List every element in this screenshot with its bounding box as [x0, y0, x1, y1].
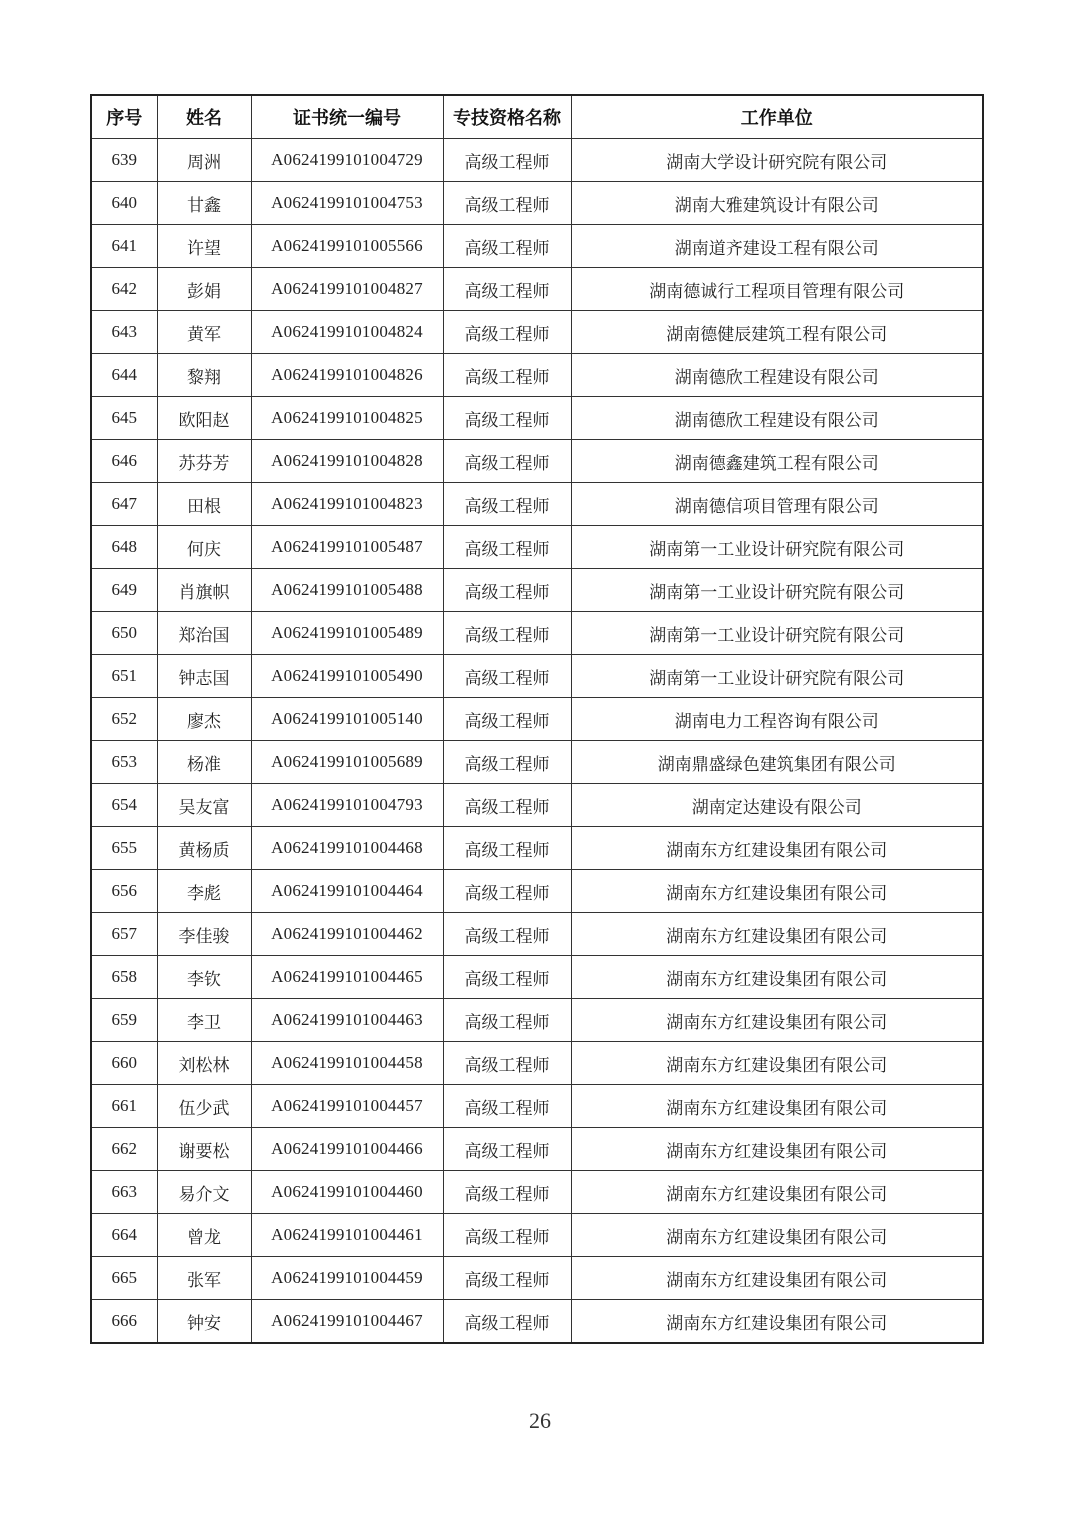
table-row: [91, 440, 983, 483]
table-row: [91, 655, 983, 698]
cell-cert-number: A0624199101004461: [251, 1214, 443, 1257]
cell-work-unit: 湖南东方红建设集团有限公司: [571, 1171, 983, 1214]
table-row: [91, 913, 983, 956]
cell-cert-number: A0624199101005488: [251, 569, 443, 612]
cell-work-unit: 湖南大雅建筑设计有限公司: [571, 182, 983, 225]
cell-cert-number: A0624199101004825: [251, 397, 443, 440]
cell-name: 苏芬芳: [157, 440, 251, 483]
cell-work-unit: 湖南东方红建设集团有限公司: [571, 1214, 983, 1257]
cell-work-unit: 湖南东方红建设集团有限公司: [571, 999, 983, 1042]
cell-qualification: 高级工程师: [443, 1085, 571, 1128]
cell-cert-number: A0624199101004753: [251, 182, 443, 225]
cell-qualification: 高级工程师: [443, 139, 571, 182]
cell-work-unit: 湖南大学设计研究院有限公司: [571, 139, 983, 182]
cell-work-unit: 湖南第一工业设计研究院有限公司: [571, 526, 983, 569]
cell-work-unit: 湖南东方红建设集团有限公司: [571, 1085, 983, 1128]
cell-qualification: 高级工程师: [443, 182, 571, 225]
cell-work-unit: 湖南东方红建设集团有限公司: [571, 870, 983, 913]
cell-seq: 644: [91, 354, 157, 397]
cell-name: 李钦: [157, 956, 251, 999]
cell-seq: 656: [91, 870, 157, 913]
cell-cert-number: A0624199101004824: [251, 311, 443, 354]
cell-qualification: 高级工程师: [443, 956, 571, 999]
header-row: [91, 95, 983, 139]
cell-cert-number: A0624199101005566: [251, 225, 443, 268]
cell-work-unit: 湖南东方红建设集团有限公司: [571, 956, 983, 999]
cell-name: 肖旗帜: [157, 569, 251, 612]
cell-work-unit: 湖南第一工业设计研究院有限公司: [571, 569, 983, 612]
cell-seq: 645: [91, 397, 157, 440]
cell-seq: 650: [91, 612, 157, 655]
cell-seq: 666: [91, 1300, 157, 1344]
table-header: [91, 95, 983, 139]
cell-seq: 653: [91, 741, 157, 784]
cell-qualification: 高级工程师: [443, 311, 571, 354]
table-row: [91, 1171, 983, 1214]
cell-name: 李佳骏: [157, 913, 251, 956]
cell-name: 李彪: [157, 870, 251, 913]
cell-qualification: 高级工程师: [443, 225, 571, 268]
cell-cert-number: A0624199101005487: [251, 526, 443, 569]
cell-cert-number: A0624199101004823: [251, 483, 443, 526]
cell-work-unit: 湖南道齐建设工程有限公司: [571, 225, 983, 268]
cell-cert-number: A0624199101004466: [251, 1128, 443, 1171]
cell-seq: 659: [91, 999, 157, 1042]
cell-seq: 652: [91, 698, 157, 741]
cell-name: 曾龙: [157, 1214, 251, 1257]
cell-cert-number: A0624199101004463: [251, 999, 443, 1042]
cell-work-unit: 湖南电力工程咨询有限公司: [571, 698, 983, 741]
table-row: [91, 741, 983, 784]
cell-name: 谢要松: [157, 1128, 251, 1171]
table-row: [91, 1085, 983, 1128]
cell-cert-number: A0624199101004729: [251, 139, 443, 182]
cell-cert-number: A0624199101004826: [251, 354, 443, 397]
cell-seq: 661: [91, 1085, 157, 1128]
cell-seq: 654: [91, 784, 157, 827]
cell-qualification: 高级工程师: [443, 999, 571, 1042]
cell-name: 杨准: [157, 741, 251, 784]
cell-qualification: 高级工程师: [443, 1300, 571, 1344]
cell-qualification: 高级工程师: [443, 526, 571, 569]
cell-name: 吴友富: [157, 784, 251, 827]
table-row: [91, 268, 983, 311]
cell-seq: 657: [91, 913, 157, 956]
cell-cert-number: A0624199101004465: [251, 956, 443, 999]
cell-work-unit: 湖南第一工业设计研究院有限公司: [571, 612, 983, 655]
cell-cert-number: A0624199101004459: [251, 1257, 443, 1300]
table-row: [91, 569, 983, 612]
header-qualification: 专技资格名称: [443, 95, 571, 139]
table-row: [91, 1300, 983, 1344]
cell-name: 周洲: [157, 139, 251, 182]
cell-qualification: 高级工程师: [443, 741, 571, 784]
cell-work-unit: 湖南德信项目管理有限公司: [571, 483, 983, 526]
cell-qualification: 高级工程师: [443, 1128, 571, 1171]
cell-cert-number: A0624199101005489: [251, 612, 443, 655]
cell-qualification: 高级工程师: [443, 913, 571, 956]
cell-work-unit: 湖南东方红建设集团有限公司: [571, 913, 983, 956]
cell-work-unit: 湖南第一工业设计研究院有限公司: [571, 655, 983, 698]
cell-qualification: 高级工程师: [443, 397, 571, 440]
cell-work-unit: 湖南东方红建设集团有限公司: [571, 1300, 983, 1344]
cell-name: 彭娟: [157, 268, 251, 311]
table-row: [91, 1128, 983, 1171]
cell-name: 黄军: [157, 311, 251, 354]
table-row: [91, 182, 983, 225]
cell-cert-number: A0624199101004468: [251, 827, 443, 870]
cell-seq: 640: [91, 182, 157, 225]
cell-work-unit: 湖南东方红建设集团有限公司: [571, 827, 983, 870]
cell-seq: 658: [91, 956, 157, 999]
cell-seq: 651: [91, 655, 157, 698]
table-row: [91, 526, 983, 569]
cell-name: 欧阳赵: [157, 397, 251, 440]
certificate-table-container: [90, 94, 982, 1344]
cell-work-unit: 湖南定达建设有限公司: [571, 784, 983, 827]
cell-cert-number: A0624199101004828: [251, 440, 443, 483]
cell-name: 甘鑫: [157, 182, 251, 225]
table-row: [91, 1257, 983, 1300]
cell-work-unit: 湖南德鑫建筑工程有限公司: [571, 440, 983, 483]
cell-name: 田根: [157, 483, 251, 526]
table-row: [91, 483, 983, 526]
cell-qualification: 高级工程师: [443, 483, 571, 526]
table-row: [91, 999, 983, 1042]
cell-seq: 665: [91, 1257, 157, 1300]
cell-seq: 660: [91, 1042, 157, 1085]
cell-qualification: 高级工程师: [443, 698, 571, 741]
table-row: [91, 827, 983, 870]
cell-seq: 663: [91, 1171, 157, 1214]
cell-qualification: 高级工程师: [443, 569, 571, 612]
table-row: [91, 870, 983, 913]
table-row: [91, 139, 983, 182]
cell-seq: 643: [91, 311, 157, 354]
cell-qualification: 高级工程师: [443, 1042, 571, 1085]
cell-cert-number: A0624199101004460: [251, 1171, 443, 1214]
cell-seq: 642: [91, 268, 157, 311]
cell-seq: 655: [91, 827, 157, 870]
cell-name: 郑治国: [157, 612, 251, 655]
cell-cert-number: A0624199101004827: [251, 268, 443, 311]
cell-name: 张军: [157, 1257, 251, 1300]
cell-name: 钟安: [157, 1300, 251, 1344]
cell-qualification: 高级工程师: [443, 827, 571, 870]
cell-work-unit: 湖南东方红建设集团有限公司: [571, 1128, 983, 1171]
cell-cert-number: A0624199101005689: [251, 741, 443, 784]
cell-seq: 646: [91, 440, 157, 483]
certificate-table: [90, 94, 984, 1344]
cell-qualification: 高级工程师: [443, 1214, 571, 1257]
cell-name: 黄杨质: [157, 827, 251, 870]
header-name: 姓名: [157, 95, 251, 139]
cell-qualification: 高级工程师: [443, 612, 571, 655]
cell-qualification: 高级工程师: [443, 1171, 571, 1214]
cell-work-unit: 湖南德诚行工程项目管理有限公司: [571, 268, 983, 311]
cell-name: 刘松林: [157, 1042, 251, 1085]
cell-qualification: 高级工程师: [443, 354, 571, 397]
cell-cert-number: A0624199101004457: [251, 1085, 443, 1128]
cell-name: 廖杰: [157, 698, 251, 741]
cell-seq: 641: [91, 225, 157, 268]
cell-work-unit: 湖南德欣工程建设有限公司: [571, 354, 983, 397]
cell-name: 李卫: [157, 999, 251, 1042]
cell-work-unit: 湖南东方红建设集团有限公司: [571, 1042, 983, 1085]
cell-seq: 662: [91, 1128, 157, 1171]
table-row: [91, 311, 983, 354]
cell-seq: 664: [91, 1214, 157, 1257]
page-number: 26: [529, 1408, 551, 1433]
table-row: [91, 1042, 983, 1085]
cell-name: 伍少武: [157, 1085, 251, 1128]
cell-work-unit: 湖南德欣工程建设有限公司: [571, 397, 983, 440]
table-row: [91, 354, 983, 397]
table-row: [91, 397, 983, 440]
table-row: [91, 225, 983, 268]
cell-name: 易介文: [157, 1171, 251, 1214]
cell-cert-number: A0624199101004793: [251, 784, 443, 827]
cell-qualification: 高级工程师: [443, 1257, 571, 1300]
cell-cert-number: A0624199101005140: [251, 698, 443, 741]
cell-seq: 649: [91, 569, 157, 612]
table-row: [91, 1214, 983, 1257]
cell-qualification: 高级工程师: [443, 440, 571, 483]
cell-qualification: 高级工程师: [443, 870, 571, 913]
table-row: [91, 784, 983, 827]
cell-cert-number: A0624199101005490: [251, 655, 443, 698]
header-seq: 序号: [91, 95, 157, 139]
table-row: [91, 698, 983, 741]
cell-seq: 647: [91, 483, 157, 526]
header-cert-number: 证书统一编号: [251, 95, 443, 139]
header-work-unit: 工作单位: [571, 95, 983, 139]
table-body: [91, 139, 983, 1344]
cell-qualification: 高级工程师: [443, 784, 571, 827]
cell-cert-number: A0624199101004464: [251, 870, 443, 913]
cell-qualification: 高级工程师: [443, 655, 571, 698]
cell-work-unit: 湖南东方红建设集团有限公司: [571, 1257, 983, 1300]
cell-cert-number: A0624199101004467: [251, 1300, 443, 1344]
cell-cert-number: A0624199101004462: [251, 913, 443, 956]
cell-seq: 648: [91, 526, 157, 569]
cell-name: 许望: [157, 225, 251, 268]
table-row: [91, 956, 983, 999]
cell-name: 黎翔: [157, 354, 251, 397]
cell-work-unit: 湖南德健辰建筑工程有限公司: [571, 311, 983, 354]
cell-name: 钟志国: [157, 655, 251, 698]
cell-qualification: 高级工程师: [443, 268, 571, 311]
table-row: [91, 612, 983, 655]
cell-cert-number: A0624199101004458: [251, 1042, 443, 1085]
cell-seq: 639: [91, 139, 157, 182]
cell-work-unit: 湖南鼎盛绿色建筑集团有限公司: [571, 741, 983, 784]
cell-name: 何庆: [157, 526, 251, 569]
